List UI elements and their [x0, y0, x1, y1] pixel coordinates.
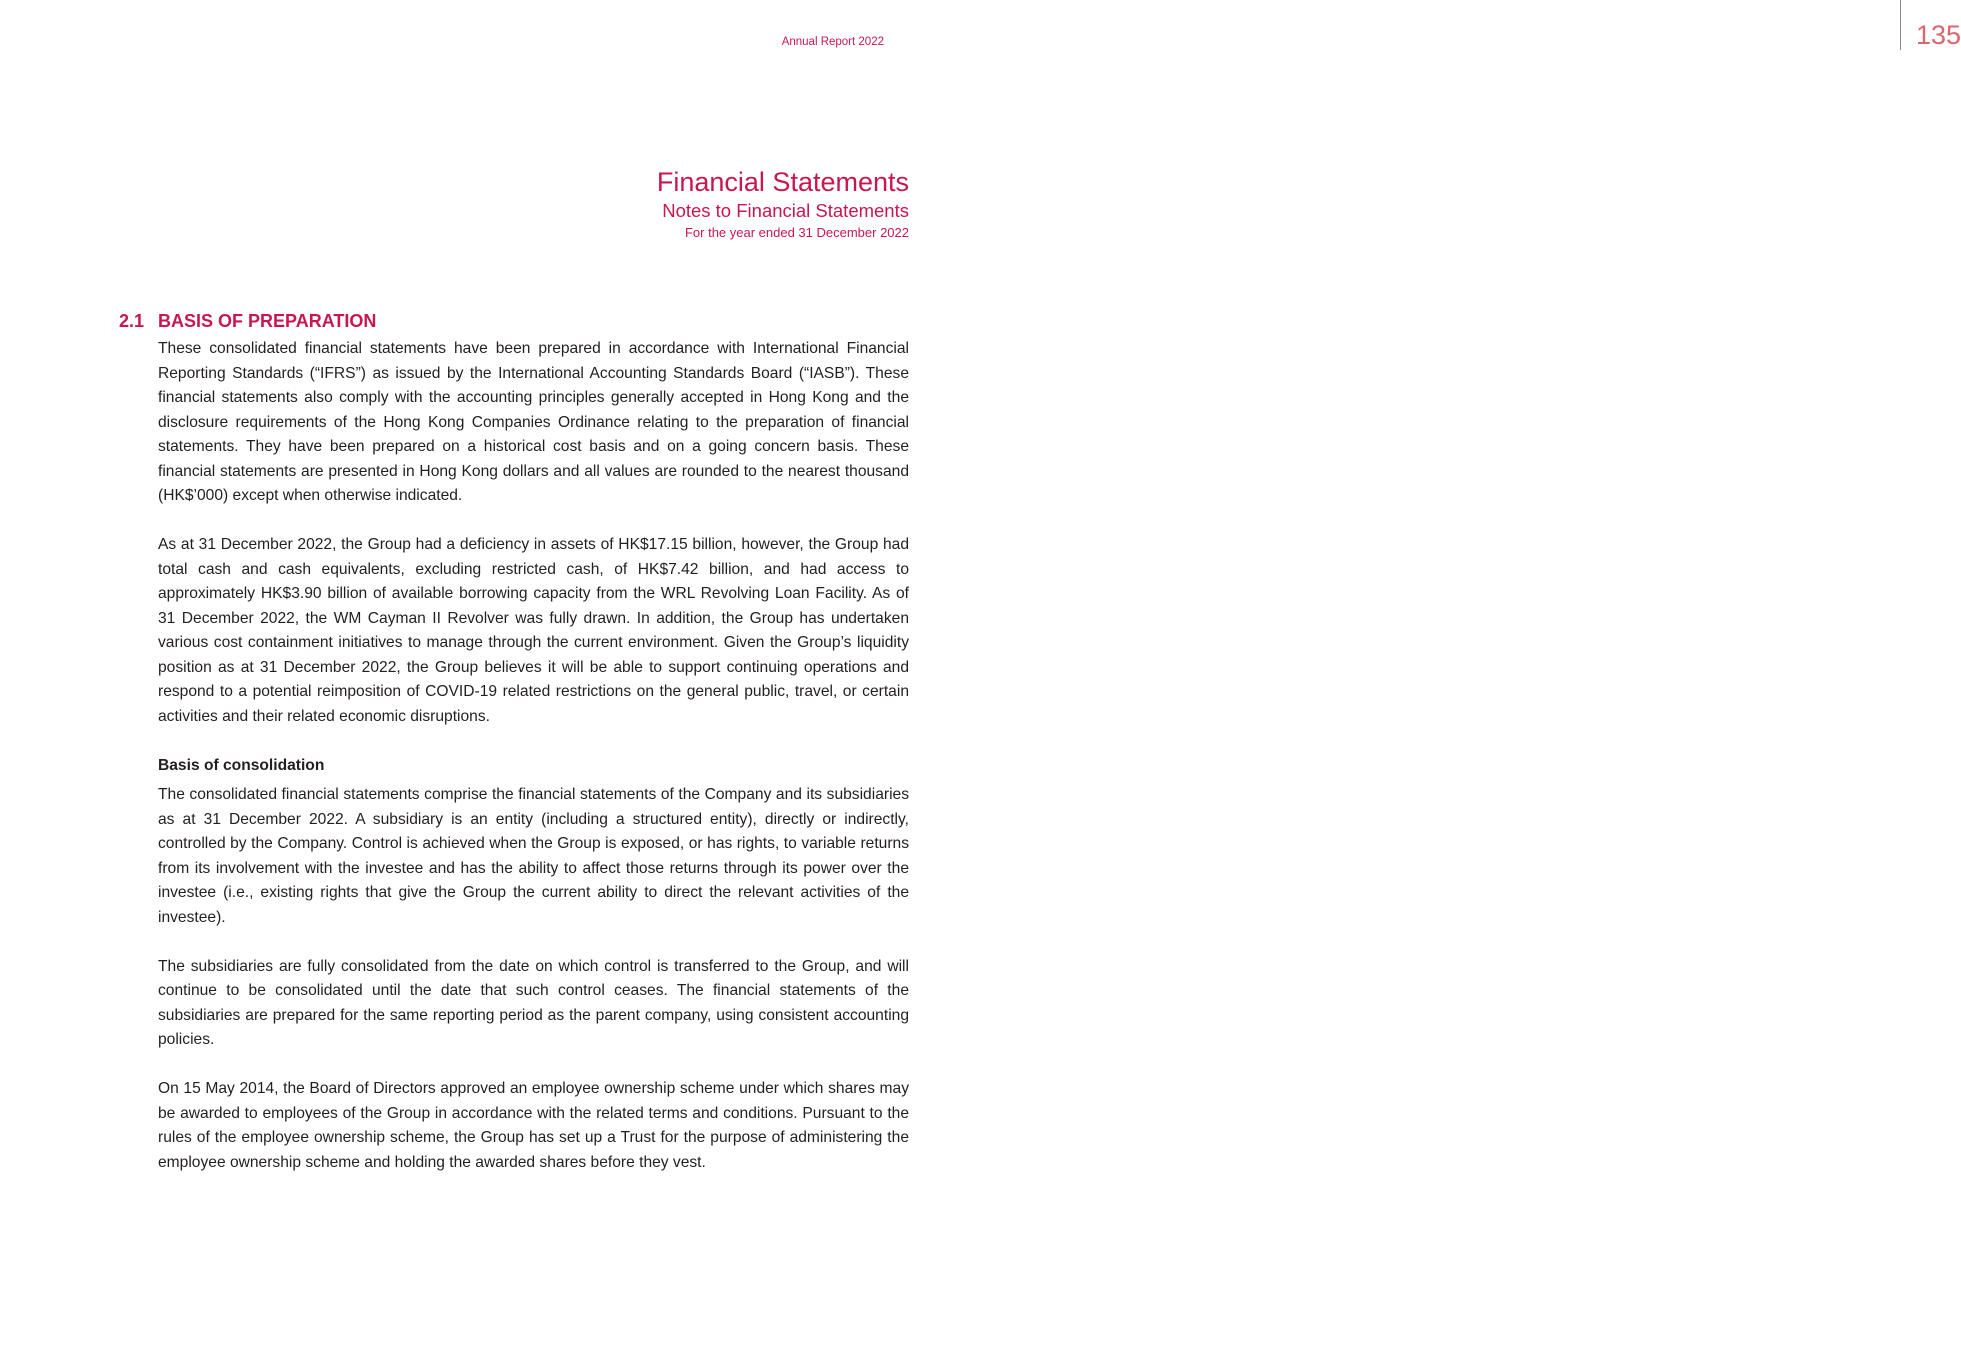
page-number: 135 [1916, 20, 1961, 50]
report-label: Annual Report 2022 [781, 36, 884, 48]
section-title: BASIS OF PREPARATION [158, 311, 377, 331]
section-body [158, 337, 909, 1175]
paragraph: On 15 May 2014, the Board of Directors approved an employee ownership scheme under which shares may be awarded to employees of the Group in accordance with the related terms and conditions. Pursuant to the rules of the employee ownership scheme, the Group has set up a Trust for the purpose of administering the employee ownership scheme and holding the awarded shares before they vest. [158, 1080, 909, 1171]
page-title: Financial Statements [656, 167, 909, 197]
paragraph: As at 31 December 2022, the Group had a deficiency in assets of HK$17.15 billion, however, the Group had total cash and cash equivalents, excluding restricted cash, of HK$7.42 billion, and had access to approximately HK$3.90 billion of available borrowing capacity from the WRL Revolving Loan Facility. As of 31 December 2022, the WM Cayman II Revolver was fully drawn. In addition, the Group has undertaken various cost containment initiatives to manage through the current environment. Given the Group’s liquidity position as at 31 December 2022, the Group believes it will be able to support continuing operations and respond to a potential reimposition of COVID-19 related restrictions on the general public, travel, or certain activities and their related economic disruptions. [158, 536, 909, 725]
title-block [657, 166, 909, 242]
paragraph: These consolidated financial statements have been prepared in accordance with International Financial Reporting Standards (“IFRS”) as issued by the International Accounting Standards Board (“IASB”). These financial statements also comply with the accounting principles generally accepted in Hong Kong and the disclosure requirements of the Hong Kong Companies Ordinance relating to the preparation of financial statements. They have been prepared on a historical cost basis and on a going concern basis. These financial statements are presented in Hong Kong dollars and all values are rounded to the nearest thousand (HK$’000) except when otherwise indicated. [158, 340, 909, 504]
reporting-period: For the year ended 31 December 2022 [684, 225, 909, 240]
subsection-heading: Basis of consolidation [158, 756, 325, 774]
section-basis-of-preparation [119, 309, 909, 1200]
header-divider [1900, 0, 1901, 50]
section-number: 2.1 [119, 311, 145, 331]
page-subtitle: Notes to Financial Statements [662, 200, 909, 221]
section-heading [119, 309, 909, 333]
paragraph: The subsidiaries are fully consolidated from the date on which control is transferred to the Group, and will continue to be consolidated until the date that such control ceases. The financial statements of the subsidiaries are prepared for the same reporting period as the parent company, using consistent accounting policies. [158, 957, 909, 1048]
paragraph: The consolidated financial statements comprise the financial statements of the Company and its subsidiaries as at 31 December 2022. A subsidiary is an entity (including a structured entity), directly or indirectly, controlled by the Company. Control is achieved when the Group is exposed, or has rights, to variable returns from its involvement with the investee and has the ability to affect those returns through its power over the investee (i.e., existing rights that give the Group the current ability to direct the relevant activities of the investee). [158, 786, 909, 926]
